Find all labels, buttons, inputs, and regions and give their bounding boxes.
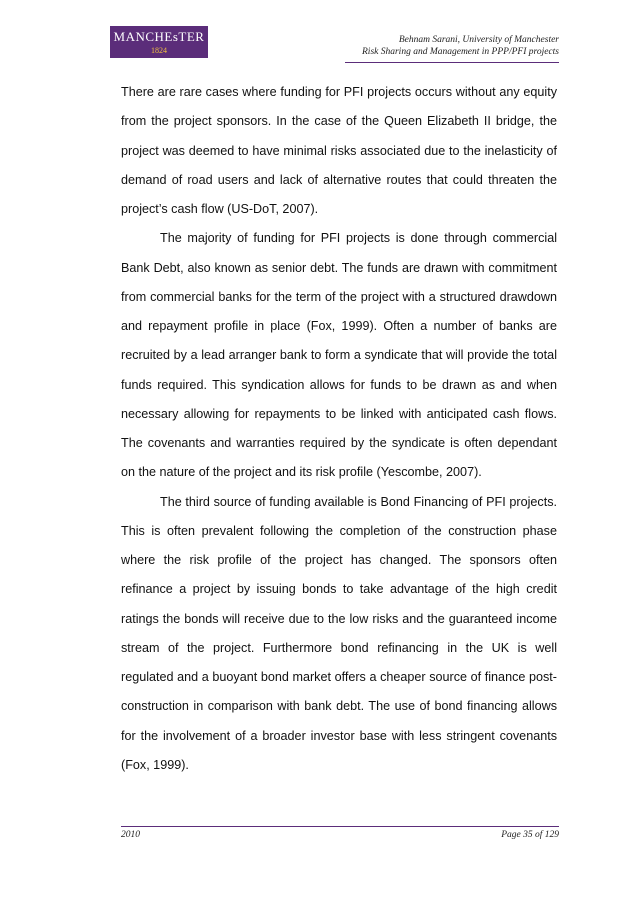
header-author: Behnam Sarani, University of Manchester [398,35,559,45]
body-text [121,78,557,780]
footer-divider [121,826,559,827]
header-divider [345,62,559,63]
page-number: Page 35 of 129 [501,830,559,840]
paragraph: The majority of funding for PFI projects is done through commercial Bank Debt, also known as senior debt. The funds are drawn with commitment from commercial banks for the term of the project with a structured drawdown and repayment profile in place (Fox, 1999). Often a number of banks are recruited by a lead arranger bank to form a syndicate that will provide the total funds required. This syndication allows for funds to be drawn as and when necessary allowing for repayments to be linked with anticipated cash flows. The covenants and warranties required by the syndicate is often dependant on the nature of the project and its risk profile (Yescombe, 2007). [121,231,557,480]
university-logo [110,26,208,58]
logo-year: 1824 [151,46,167,55]
paragraph: There are rare cases where funding for PFI projects occurs without any equity from the project sponsors. In the case of the Queen Elizabeth II bridge, the project was deemed to have minimal risks associated due to the inelasticity of demand of road users and lack of alternative routes that could threaten the project’s cash flow (US-DoT, 2007). [121,85,557,216]
logo-wordmark: MANCHEsTER [113,29,205,44]
paragraph: The third source of funding available is Bond Financing of PFI projects. This is often prevalent following the completion of the construction phase where the risk profile of the project has changed. The sponsors often refinance a project by issuing bonds to take advantage of the high credit ratings the bonds will receive due to the low risks and the guaranteed income stream of the project. Furthermore bond refinancing in the UK is well regulated and a buoyant bond market offers a cheaper source of finance post-construction in comparison with bank debt. The use of bond financing allows for the involvement of a broader investor base with less stringent covenants (Fox, 1999). [121,494,557,772]
header-title: Risk Sharing and Management in PPP/PFI projects [362,47,559,57]
running-header [362,34,559,58]
footer-year: 2010 [121,830,140,840]
